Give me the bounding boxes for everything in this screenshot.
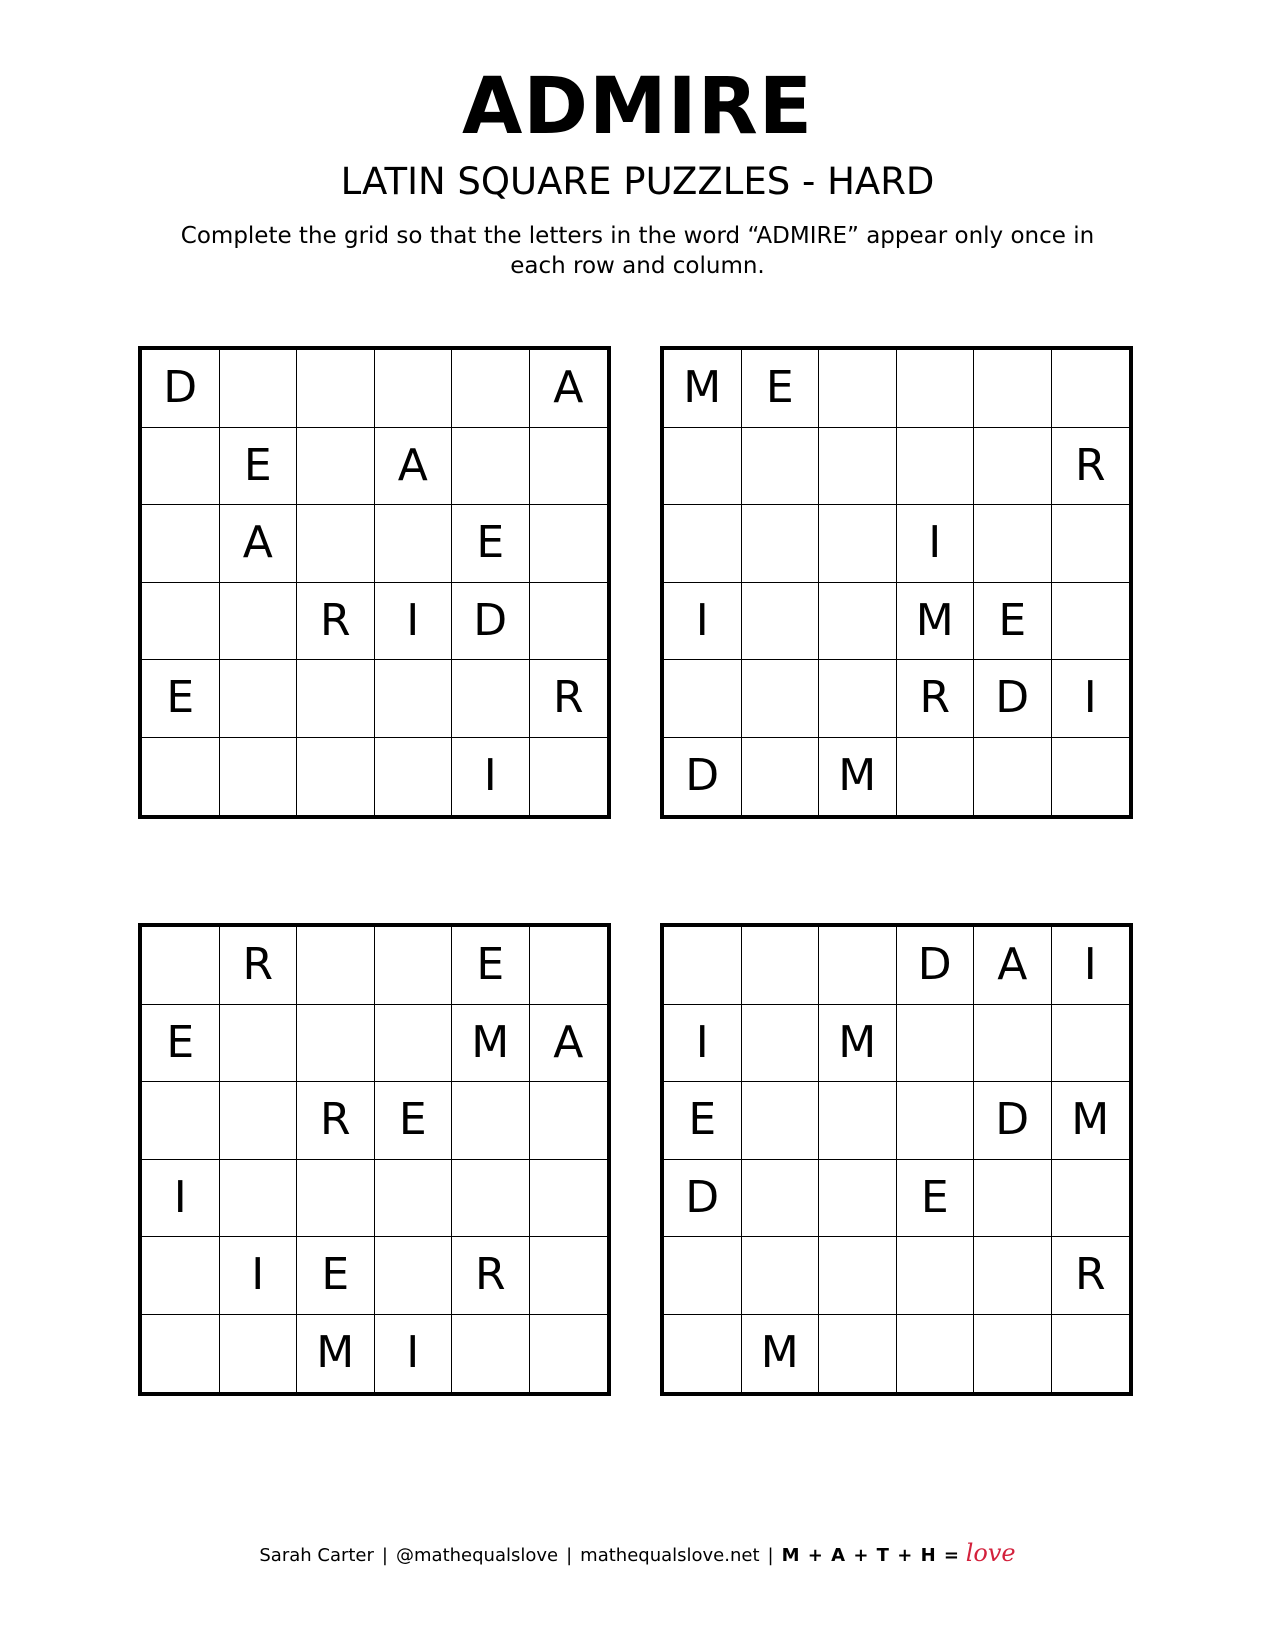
grid-cell[interactable]: [664, 1315, 742, 1393]
grid-cell[interactable]: [819, 660, 897, 738]
grid-cell[interactable]: [452, 1315, 530, 1393]
grid-cell[interactable]: [974, 505, 1052, 583]
grid-cell[interactable]: D: [142, 350, 220, 428]
grid-cell[interactable]: R: [297, 583, 375, 661]
grid-cell[interactable]: A: [974, 927, 1052, 1005]
grid-cell[interactable]: E: [375, 1082, 453, 1160]
grid-cell[interactable]: R: [220, 927, 298, 1005]
grid-cell[interactable]: [220, 1315, 298, 1393]
grid-cell[interactable]: [297, 927, 375, 1005]
grid-cell[interactable]: [375, 927, 453, 1005]
grid-cell[interactable]: D: [974, 1082, 1052, 1160]
grid-cell[interactable]: [220, 583, 298, 661]
grid-cell[interactable]: I: [375, 583, 453, 661]
grid-cell[interactable]: [742, 1005, 820, 1083]
grid-cell[interactable]: [142, 1315, 220, 1393]
grid-cell[interactable]: [220, 1082, 298, 1160]
grid-cell[interactable]: [819, 350, 897, 428]
grid-cell[interactable]: A: [530, 1005, 608, 1083]
grid-cell[interactable]: [452, 428, 530, 506]
footer-separator: |: [381, 1545, 388, 1566]
grid-cell[interactable]: [375, 738, 453, 816]
grid-cell[interactable]: [897, 350, 975, 428]
grid-cell[interactable]: [530, 738, 608, 816]
grid-cell[interactable]: D: [974, 660, 1052, 738]
grid-cell[interactable]: [220, 1160, 298, 1238]
grid-cell[interactable]: [220, 1005, 298, 1083]
grid-cell[interactable]: I: [664, 583, 742, 661]
grid-cell[interactable]: M: [664, 350, 742, 428]
grid-cell[interactable]: [297, 1005, 375, 1083]
grid-cell[interactable]: D: [664, 738, 742, 816]
grid-cell[interactable]: E: [452, 505, 530, 583]
puzzle-grid-2: [660, 346, 1133, 819]
grid-cell[interactable]: [297, 1160, 375, 1238]
grid-cell[interactable]: I: [897, 505, 975, 583]
grid-cell[interactable]: [142, 505, 220, 583]
grid-cell[interactable]: E: [742, 350, 820, 428]
puzzle-grid-4: [660, 923, 1133, 1396]
grid-cell[interactable]: M: [297, 1315, 375, 1393]
grid-cell[interactable]: [742, 927, 820, 1005]
grid-cell[interactable]: [297, 660, 375, 738]
grid-cell[interactable]: [819, 1082, 897, 1160]
grid-cell[interactable]: [742, 428, 820, 506]
grid-cell[interactable]: M: [742, 1315, 820, 1393]
grid-cell[interactable]: E: [220, 428, 298, 506]
footer-separator: |: [767, 1545, 774, 1566]
page-title: ADMIRE: [461, 62, 814, 152]
grid-cell[interactable]: [142, 583, 220, 661]
grid-cell[interactable]: E: [974, 583, 1052, 661]
grid-cell[interactable]: [220, 350, 298, 428]
grid-cell[interactable]: [742, 1237, 820, 1315]
footer-logo-love: love: [965, 1539, 1016, 1567]
grid-cell[interactable]: [142, 428, 220, 506]
grid-cell[interactable]: [530, 1082, 608, 1160]
puzzle-grid-3: [138, 923, 611, 1396]
grid-cell[interactable]: [142, 1237, 220, 1315]
grid-cell[interactable]: R: [530, 660, 608, 738]
grid-cell[interactable]: A: [220, 505, 298, 583]
page-subtitle: LATIN SQUARE PUZZLES - HARD: [340, 160, 935, 203]
grid-cell[interactable]: M: [819, 738, 897, 816]
grid-cell[interactable]: [897, 428, 975, 506]
grid-cell[interactable]: [530, 1160, 608, 1238]
grid-cell[interactable]: [664, 505, 742, 583]
grid-cell[interactable]: [742, 505, 820, 583]
grid-cell[interactable]: [819, 1160, 897, 1238]
grid-cell[interactable]: [664, 660, 742, 738]
grid-cell[interactable]: [742, 660, 820, 738]
grid-cell[interactable]: M: [819, 1005, 897, 1083]
grid-cell[interactable]: [1052, 350, 1130, 428]
grid-cell[interactable]: [530, 505, 608, 583]
grid-cell[interactable]: E: [664, 1082, 742, 1160]
grid-cell[interactable]: [819, 927, 897, 1005]
grid-cell[interactable]: I: [1052, 927, 1130, 1005]
grid-cell[interactable]: [819, 583, 897, 661]
grid-cell[interactable]: [452, 1082, 530, 1160]
grid-cell[interactable]: R: [297, 1082, 375, 1160]
grid-cell[interactable]: [142, 1082, 220, 1160]
puzzle-grid-1: [138, 346, 611, 819]
grid-cell[interactable]: M: [452, 1005, 530, 1083]
grid-cell[interactable]: A: [375, 428, 453, 506]
grid-cell[interactable]: [897, 738, 975, 816]
grid-cell[interactable]: I: [664, 1005, 742, 1083]
footer-handle: @mathequalslove: [396, 1545, 559, 1566]
grid-cell[interactable]: R: [1052, 428, 1130, 506]
grid-cell[interactable]: [530, 927, 608, 1005]
grid-cell[interactable]: [375, 1237, 453, 1315]
grid-cell[interactable]: [452, 350, 530, 428]
grid-cell[interactable]: D: [452, 583, 530, 661]
grid-cell[interactable]: [297, 505, 375, 583]
footer-logo-text: M + A + T + H =: [781, 1545, 960, 1566]
grid-cell[interactable]: [664, 1237, 742, 1315]
grid-cell[interactable]: E: [897, 1160, 975, 1238]
grid-cell[interactable]: R: [897, 660, 975, 738]
grid-cell[interactable]: [897, 1315, 975, 1393]
grid-cell[interactable]: [530, 1315, 608, 1393]
grid-cell[interactable]: D: [664, 1160, 742, 1238]
grid-cell[interactable]: [974, 350, 1052, 428]
grid-cell[interactable]: [530, 428, 608, 506]
grid-cell[interactable]: A: [530, 350, 608, 428]
grid-cell[interactable]: [664, 428, 742, 506]
grid-cell[interactable]: [974, 1237, 1052, 1315]
grid-cell[interactable]: [819, 428, 897, 506]
grid-cell[interactable]: [742, 1160, 820, 1238]
grid-cell[interactable]: [530, 1237, 608, 1315]
grid-cell[interactable]: [530, 583, 608, 661]
grid-cell[interactable]: [819, 1237, 897, 1315]
grid-cell[interactable]: R: [1052, 1237, 1130, 1315]
grid-cell[interactable]: [1052, 1160, 1130, 1238]
footer-website: mathequalslove.net: [580, 1545, 760, 1566]
grid-cell[interactable]: [974, 1005, 1052, 1083]
grid-cell[interactable]: [375, 660, 453, 738]
grid-cell[interactable]: [375, 1005, 453, 1083]
grid-cell[interactable]: E: [297, 1237, 375, 1315]
grid-cell[interactable]: [974, 1160, 1052, 1238]
grid-cell[interactable]: I: [375, 1315, 453, 1393]
grid-cell[interactable]: [974, 428, 1052, 506]
grid-cell[interactable]: I: [1052, 660, 1130, 738]
grid-cell[interactable]: E: [142, 660, 220, 738]
grid-cell[interactable]: [974, 1315, 1052, 1393]
grid-cell[interactable]: I: [452, 738, 530, 816]
grid-cell[interactable]: [142, 738, 220, 816]
footer-separator: |: [566, 1545, 573, 1566]
grid-cell[interactable]: [897, 1005, 975, 1083]
grid-cell[interactable]: [220, 660, 298, 738]
instructions: Complete the grid so that the letters in the word “ADMIRE” appear only once in each row and column.: [180, 223, 1095, 279]
footer-author: Sarah Carter: [259, 1545, 374, 1566]
grid-cell[interactable]: E: [142, 1005, 220, 1083]
grid-cell[interactable]: [220, 738, 298, 816]
grid-cell[interactable]: [819, 505, 897, 583]
grid-cell[interactable]: [297, 350, 375, 428]
footer: [0, 1539, 1275, 1570]
grid-cell[interactable]: M: [897, 583, 975, 661]
grid-cell[interactable]: [1052, 1005, 1130, 1083]
grid-cell[interactable]: [297, 428, 375, 506]
grid-cell[interactable]: M: [1052, 1082, 1130, 1160]
grid-cell[interactable]: [1052, 738, 1130, 816]
grid-cell[interactable]: [375, 505, 453, 583]
grid-cell[interactable]: I: [142, 1160, 220, 1238]
grid-cell[interactable]: [742, 738, 820, 816]
grid-cell[interactable]: [142, 927, 220, 1005]
grid-cell[interactable]: [297, 738, 375, 816]
grid-cell[interactable]: [664, 927, 742, 1005]
grid-cell[interactable]: [897, 1082, 975, 1160]
grid-cell[interactable]: R: [452, 1237, 530, 1315]
grid-cell[interactable]: I: [220, 1237, 298, 1315]
grid-cell[interactable]: [375, 1160, 453, 1238]
grid-cell[interactable]: [452, 660, 530, 738]
grid-cell[interactable]: [742, 583, 820, 661]
grid-cell[interactable]: D: [897, 927, 975, 1005]
grid-cell[interactable]: [819, 1315, 897, 1393]
grid-cell[interactable]: [452, 1160, 530, 1238]
grid-cell[interactable]: E: [452, 927, 530, 1005]
grid-cell[interactable]: [742, 1082, 820, 1160]
grid-cell[interactable]: [897, 1237, 975, 1315]
grid-cell[interactable]: [974, 738, 1052, 816]
grid-cell[interactable]: [1052, 1315, 1130, 1393]
grid-cell[interactable]: [1052, 583, 1130, 661]
grid-cell[interactable]: [1052, 505, 1130, 583]
grid-cell[interactable]: [375, 350, 453, 428]
